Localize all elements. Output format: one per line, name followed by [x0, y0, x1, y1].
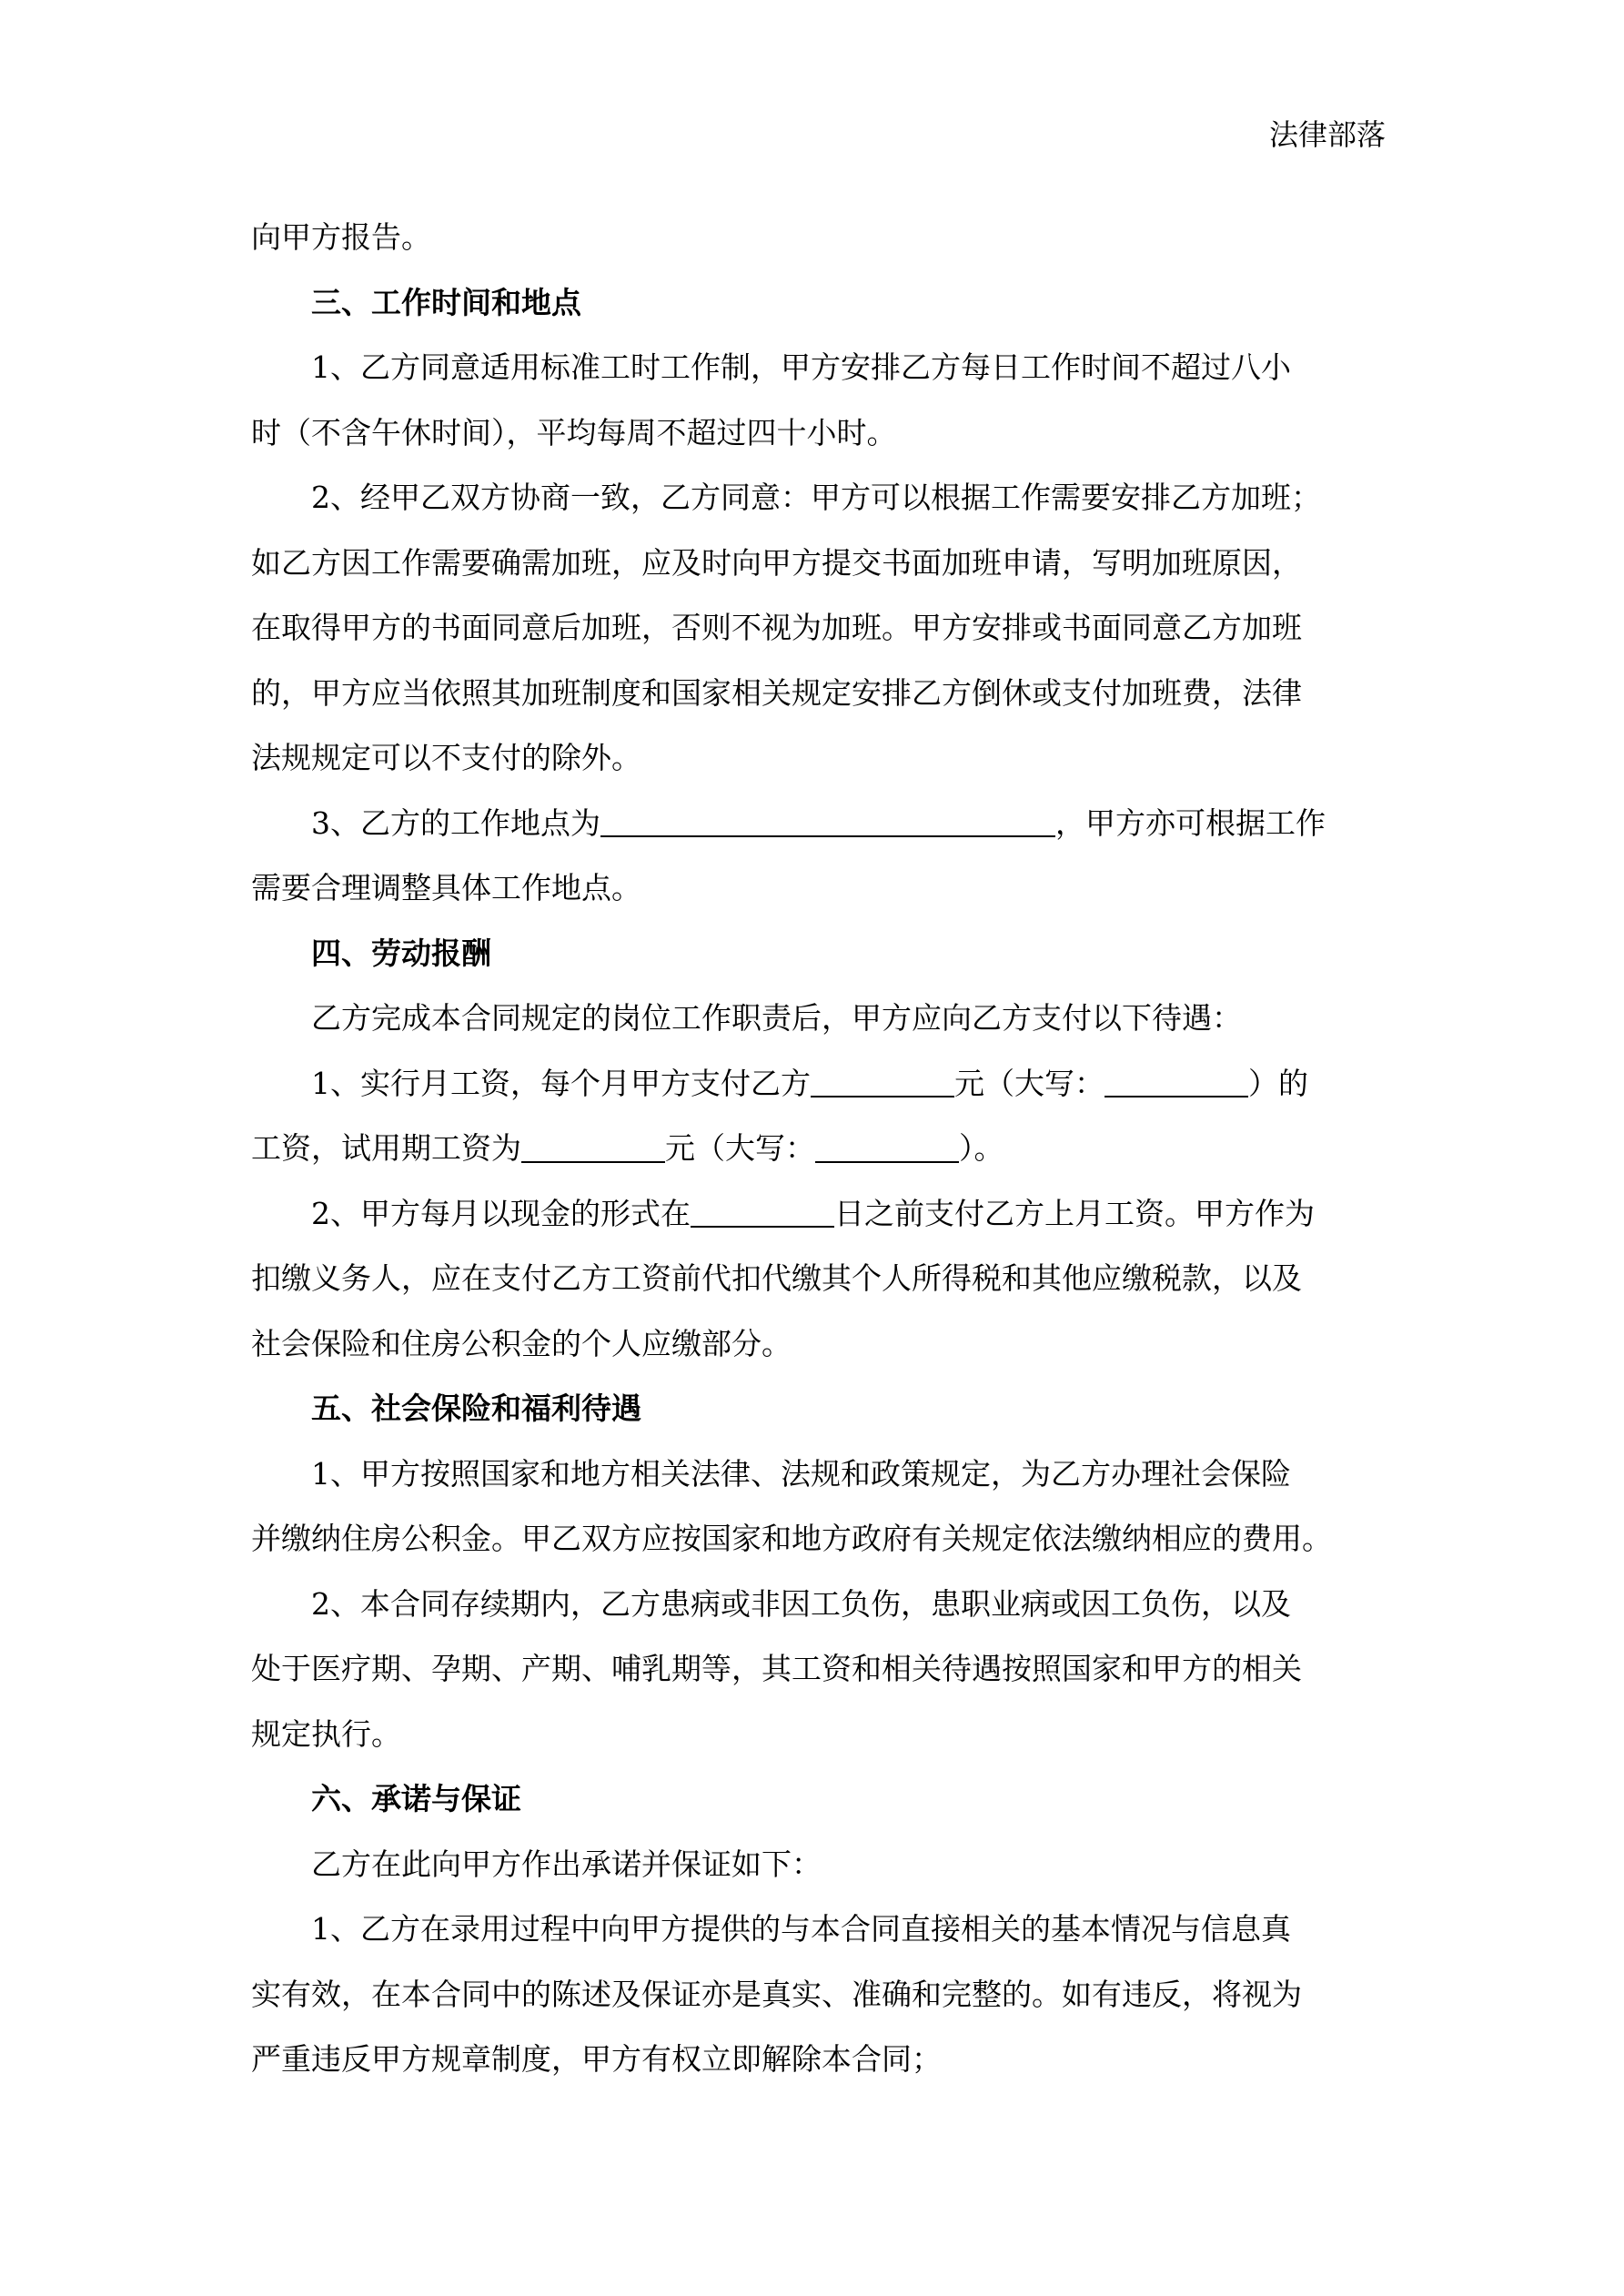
text-segment: 元（大写：: [954, 1065, 1105, 1101]
text-segment: ）。: [959, 1130, 1004, 1166]
paragraph-line: 规定执行。: [251, 1715, 401, 1752]
document-body: [251, 205, 1388, 2092]
paragraph-line: 并缴纳住房公积金。甲乙双方应按国家和地方政府有关规定依法缴纳相应的费用。: [251, 1521, 1332, 1556]
section-heading-5: 五、社会保险和福利待遇: [311, 1391, 641, 1426]
paragraph-line: 1、乙方同意适用标准工时工作制，甲方安排乙方每日工作时间不超过八小: [311, 349, 1291, 385]
paragraph-line: 乙方完成本合同规定的岗位工作职责后，甲方应向乙方支付以下待遇：: [311, 1000, 1242, 1036]
probation-salary-uppercase-blank[interactable]: [815, 1131, 959, 1163]
paragraph-line: [251, 1116, 1388, 1181]
text-segment: 2、甲方每月以现金的形式在: [311, 1195, 691, 1231]
paragraph-line: 法规规定可以不支付的除外。: [251, 740, 641, 775]
paragraph-line: 时（不含午休时间），平均每周不超过四十小时。: [251, 414, 897, 450]
paragraph-line: 乙方在此向甲方作出承诺并保证如下：: [311, 1846, 822, 1882]
text-segment: 工资，试用期工资为: [251, 1130, 521, 1166]
paragraph-line: 在取得甲方的书面同意后加班，否则不视为加班。甲方安排或书面同意乙方加班: [251, 610, 1302, 645]
probation-salary-blank[interactable]: [521, 1131, 665, 1163]
text-segment: ）的: [1248, 1065, 1308, 1101]
text-segment: ，甲方亦可根据工作: [1055, 804, 1326, 841]
paragraph-line: 扣缴义务人，应在支付乙方工资前代扣代缴其个人所得税和其他应缴税款，以及: [251, 1260, 1302, 1296]
pay-day-blank[interactable]: [691, 1196, 834, 1228]
section-heading-4: 四、劳动报酬: [311, 935, 491, 971]
paragraph-line: 1、乙方在录用过程中向甲方提供的与本合同直接相关的基本情况与信息真: [311, 1911, 1291, 1947]
text-segment: 3、乙方的工作地点为: [311, 804, 600, 841]
paragraph-line: 社会保险和住房公积金的个人应缴部分。: [251, 1325, 792, 1361]
paragraph-line: 需要合理调整具体工作地点。: [251, 870, 641, 905]
paragraph-line: [251, 1051, 1388, 1117]
section-heading-3: 三、工作时间和地点: [311, 284, 581, 320]
monthly-salary-uppercase-blank[interactable]: [1105, 1066, 1248, 1097]
paragraph-line: [251, 1181, 1388, 1247]
paragraph-line: 处于医疗期、孕期、产期、哺乳期等，其工资和相关待遇按照国家和甲方的相关: [251, 1651, 1302, 1686]
paragraph-line: 2、本合同存续期内，乙方患病或非因工负伤，患职业病或因工负伤，以及: [311, 1585, 1291, 1622]
page-header-source: 法律部落: [1268, 117, 1386, 152]
paragraph-line: 的，甲方应当依照其加班制度和国家相关规定安排乙方倒休或支付加班费，法律: [251, 674, 1302, 711]
paragraph-line: 2、经甲乙双方协商一致，乙方同意：甲方可以根据工作需要安排乙方加班；: [311, 480, 1321, 515]
paragraph-line: 严重违反甲方规章制度，甲方有权立即解除本合同；: [251, 2041, 942, 2077]
text-segment: 1、实行月工资，每个月甲方支付乙方: [311, 1065, 811, 1101]
paragraph-line: 如乙方因工作需要确需加班，应及时向甲方提交书面加班申请，写明加班原因，: [251, 544, 1302, 581]
work-location-blank[interactable]: [600, 805, 1055, 837]
paragraph-line: [251, 791, 1388, 856]
section-heading-6: 六、承诺与保证: [311, 1781, 521, 1816]
paragraph-line: 向甲方报告。: [251, 219, 431, 255]
paragraph-line: 实有效，在本合同中的陈述及保证亦是真实、准确和完整的。如有违反，将视为: [251, 1976, 1302, 2012]
text-segment: 日之前支付乙方上月工资。甲方作为: [834, 1195, 1315, 1231]
paragraph-line: 1、甲方按照国家和地方相关法律、法规和政策规定，为乙方办理社会保险: [311, 1455, 1291, 1492]
text-segment: 元（大写：: [665, 1130, 815, 1166]
monthly-salary-blank[interactable]: [811, 1066, 954, 1097]
